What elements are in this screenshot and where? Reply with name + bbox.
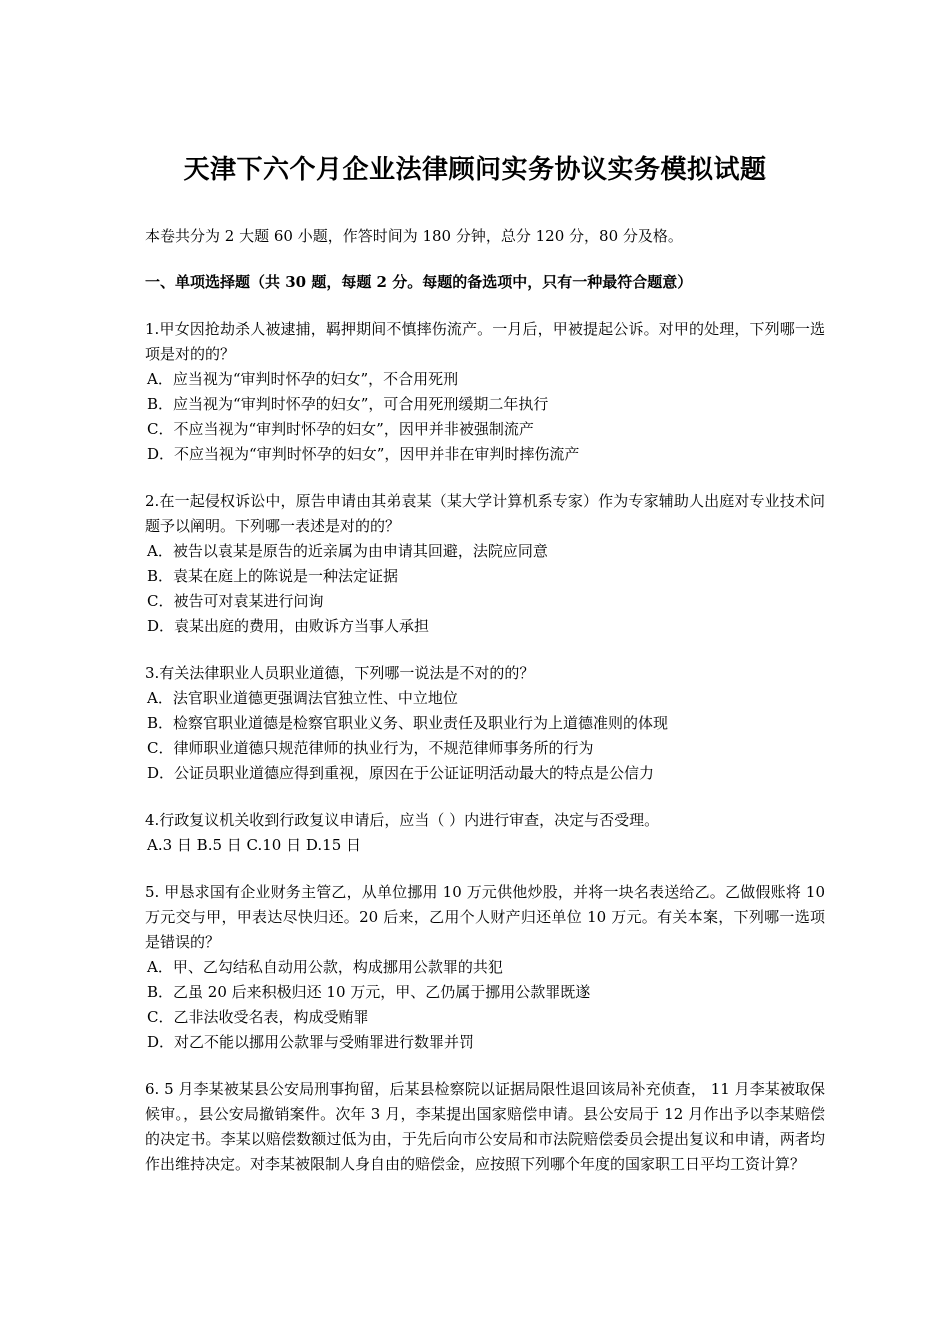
page-title: 天津下六个月企业法律顾问实务协议实务模拟试题 xyxy=(183,155,767,185)
option-d: D．公证员职业道德应得到重视，原因在于公证证明活动最大的特点是公信力 xyxy=(147,764,655,782)
option-c: C．乙非法收受名表，构成受贿罪 xyxy=(147,1008,369,1026)
exam-intro: 本卷共分为 2 大题 60 小题，作答时间为 180 分钟，总分 120 分，80 分及格。 xyxy=(145,227,683,245)
document-body xyxy=(145,224,825,1177)
option-b: B．检察官职业道德是检察官职业义务、职业责任及职业行为上道德准则的体现 xyxy=(147,714,669,732)
question-stem: 5. 甲恳求国有企业财务主管乙，从单位挪用 10 万元供他炒股，并将一块名表送给乙。乙做假账将 10 万元交与甲，甲表达尽快归还。20 后来，乙用个人财产归还单位 10 万元。有关本案，下列哪一选项是错误的？ xyxy=(145,883,825,951)
option-c: C．律师职业道德只规范律师的执业行为，不规范律师事务所的行为 xyxy=(147,739,594,757)
question-5 xyxy=(145,880,825,1055)
option-d: D．对乙不能以挪用公款罪与受贿罪进行数罪并罚 xyxy=(147,1033,475,1051)
option-a: A．被告以袁某是原告的近亲属为由申请其回避，法院应同意 xyxy=(147,542,548,560)
section-heading: 一、单项选择题（共 30 题，每题 2 分。每题的备选项中，只有一种最符合题意） xyxy=(145,273,693,291)
option-d: D．袁某出庭的费用，由败诉方当事人承担 xyxy=(147,617,430,635)
question-stem: 6. 5 月李某被某县公安局刑事拘留，后某县检察院以证据局限性退回该局补充侦查， 11 月李某被取保候审。，县公安局撤销案件。次年 3 月，李某提出国家赔偿申请。县公安局于 12 月作出予以李某赔偿的决定书。李某以赔偿数额过低为由，于先后向市公安局和市法院赔偿委员会提出复议和申请，两者均作出维持决定。对李某被限制人身自由的赔偿金，应按照下列哪个年度的国家职工日平均工资计算？ xyxy=(145,1080,825,1173)
option-line: A.3 日 B.5 日 C.10 日 D.15 日 xyxy=(147,836,361,854)
question-stem: 1.甲女因抢劫杀人被逮捕，羁押期间不慎摔伤流产。一月后，甲被提起公诉。对甲的处理，下列哪一选项是对的的？ xyxy=(145,320,825,363)
question-2 xyxy=(145,489,825,639)
option-c: C．被告可对袁某进行问询 xyxy=(147,592,324,610)
option-b: B．袁某在庭上的陈说是一种法定证据 xyxy=(147,567,399,585)
question-6 xyxy=(145,1077,825,1177)
question-1 xyxy=(145,317,825,467)
question-stem: 3.有关法律职业人员职业道德，下列哪一说法是不对的的？ xyxy=(145,664,535,682)
option-b: B．乙虽 20 后来积极归还 10 万元，甲、乙仍属于挪用公款罪既遂 xyxy=(147,983,591,1001)
question-stem: 4.行政复议机关收到行政复议申请后，应当（ ）内进行审查，决定与否受理。 xyxy=(145,811,660,829)
option-a: A．甲、乙勾结私自动用公款，构成挪用公款罪的共犯 xyxy=(147,958,503,976)
question-3 xyxy=(145,661,825,786)
option-c: C．不应当视为“审判时怀孕的妇女”，因甲并非被强制流产 xyxy=(147,420,534,438)
option-b: B．应当视为“审判时怀孕的妇女”，可合用死刑缓期二年执行 xyxy=(147,395,549,413)
option-d: D．不应当视为“审判时怀孕的妇女”，因甲并非在审判时摔伤流产 xyxy=(147,445,580,463)
option-a: A．法官职业道德更强调法官独立性、中立地位 xyxy=(147,689,458,707)
option-a: A．应当视为“审判时怀孕的妇女”，不合用死刑 xyxy=(147,370,459,388)
question-4 xyxy=(145,808,825,858)
question-stem: 2.在一起侵权诉讼中，原告申请由其弟袁某（某大学计算机系专家）作为专家辅助人出庭对专业技术问题予以阐明。下列哪一表述是对的的？ xyxy=(145,492,825,535)
